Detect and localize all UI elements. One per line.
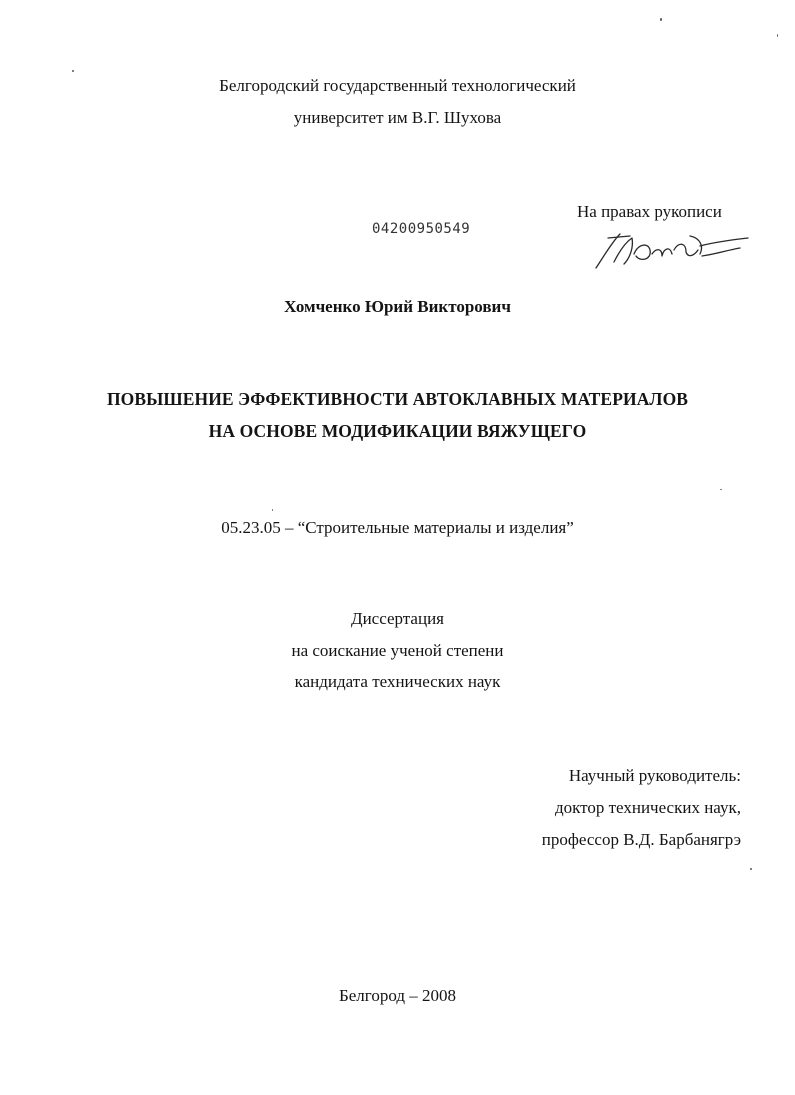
thesis-title-line2: НА ОСНОВЕ МОДИФИКАЦИИ ВЯЖУЩЕГО <box>208 421 587 441</box>
rights-note: На правах рукописи <box>577 202 722 221</box>
scan-speck <box>777 34 778 37</box>
thesis-title-line1: ПОВЫШЕНИЕ ЭФФЕКТИВНОСТИ АВТОКЛАВНЫХ МАТЕРИАЛОВ <box>106 389 689 409</box>
supervisor-line3: профессор В.Д. Барбанягрэ <box>541 830 741 849</box>
city-year: Белгород – 2008 <box>339 986 456 1005</box>
degree-line3: кандидата технических наук <box>294 672 501 691</box>
scan-speck <box>72 70 74 72</box>
degree-line1: Диссертация <box>350 609 444 628</box>
scan-speck <box>750 868 752 870</box>
degree-line2: на соискание ученой степени <box>291 641 504 660</box>
scan-speck <box>720 489 722 490</box>
supervisor-line1: Научный руководитель: <box>568 766 741 785</box>
scan-speck <box>272 509 273 511</box>
author-name: Хомченко Юрий Викторович <box>284 297 511 316</box>
scan-speck <box>660 18 662 21</box>
archive-number: 04200950549 <box>372 221 471 237</box>
institution-name-line1: Белгородский государственный технологический <box>219 76 576 95</box>
signature-icon <box>590 228 750 272</box>
supervisor-line2: доктор технических наук, <box>554 798 741 817</box>
institution-name-line2: университет им В.Г. Шухова <box>293 108 502 127</box>
specialty-code: 05.23.05 – “Строительные материалы и изделия” <box>221 518 574 537</box>
